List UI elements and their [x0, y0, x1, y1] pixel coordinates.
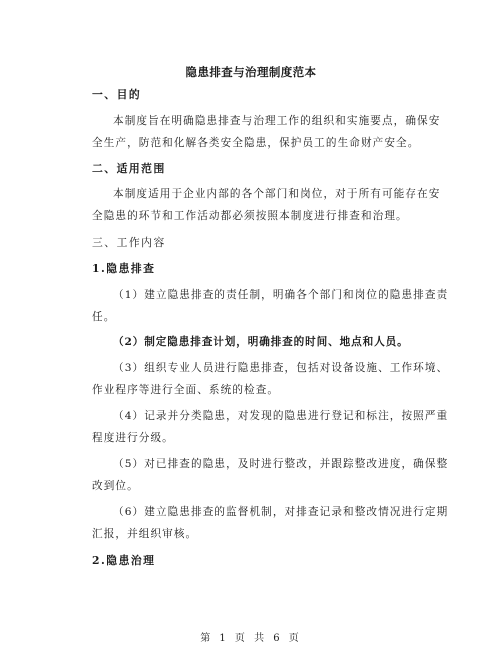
paragraph-line: （5）对已排查的隐患，及时进行整改，并跟踪整改进度，确保整: [113, 458, 449, 470]
paragraph-line: 任。: [92, 311, 116, 323]
paragraph-line-bold: （2）制定隐患排查计划，明确排查的时间、地点和人员。: [113, 336, 409, 348]
paragraph-line: 全隐患的环节和工作活动都必须按照本制度进行排查和治理。: [92, 210, 408, 222]
paragraph-line: 汇报，并组织审核。: [92, 528, 198, 540]
subsection-heading-remediation: 2.隐患治理: [92, 554, 156, 567]
paragraph-line: （4）记录并分类隐患，对发现的隐患进行登记和标注，按照严重: [113, 410, 449, 422]
paragraph-line: （3）组织专业人员进行隐患排查，包括对设备设施、工作环境、: [113, 362, 449, 374]
paragraph-line: 作业程序等进行全面、系统的检查。: [92, 384, 280, 396]
paragraph-line: （1）建立隐患排查的责任制，明确各个部门和岗位的隐患排查责: [113, 289, 449, 301]
paragraph-line: （6）建立隐患排查的监督机制，对排查记录和整改情况进行定期: [113, 506, 449, 518]
section-heading-scope: 二、适用范围: [92, 162, 166, 175]
paragraph-line: 本制度旨在明确隐患排查与治理工作的组织和实施要点，确保安: [113, 115, 441, 127]
paragraph-line: 改到位。: [92, 480, 139, 492]
paragraph-line: 本制度适用于企业内部的各个部门和岗位，对于所有可能存在安: [113, 188, 441, 200]
page-number-footer: 第 1 页 共 6 页: [200, 633, 302, 644]
section-heading-content: 三、工作内容: [92, 236, 166, 249]
document-title: 隐患排查与治理制度范本: [185, 65, 317, 79]
subsection-heading-inspection: 1.隐患排查: [92, 262, 156, 275]
paragraph-line: 程度进行分级。: [92, 432, 174, 444]
section-heading-purpose: 一、目的: [92, 88, 142, 101]
paragraph-line: 全生产，防范和化解各类安全隐患，保护员工的生命财产安全。: [92, 137, 420, 149]
